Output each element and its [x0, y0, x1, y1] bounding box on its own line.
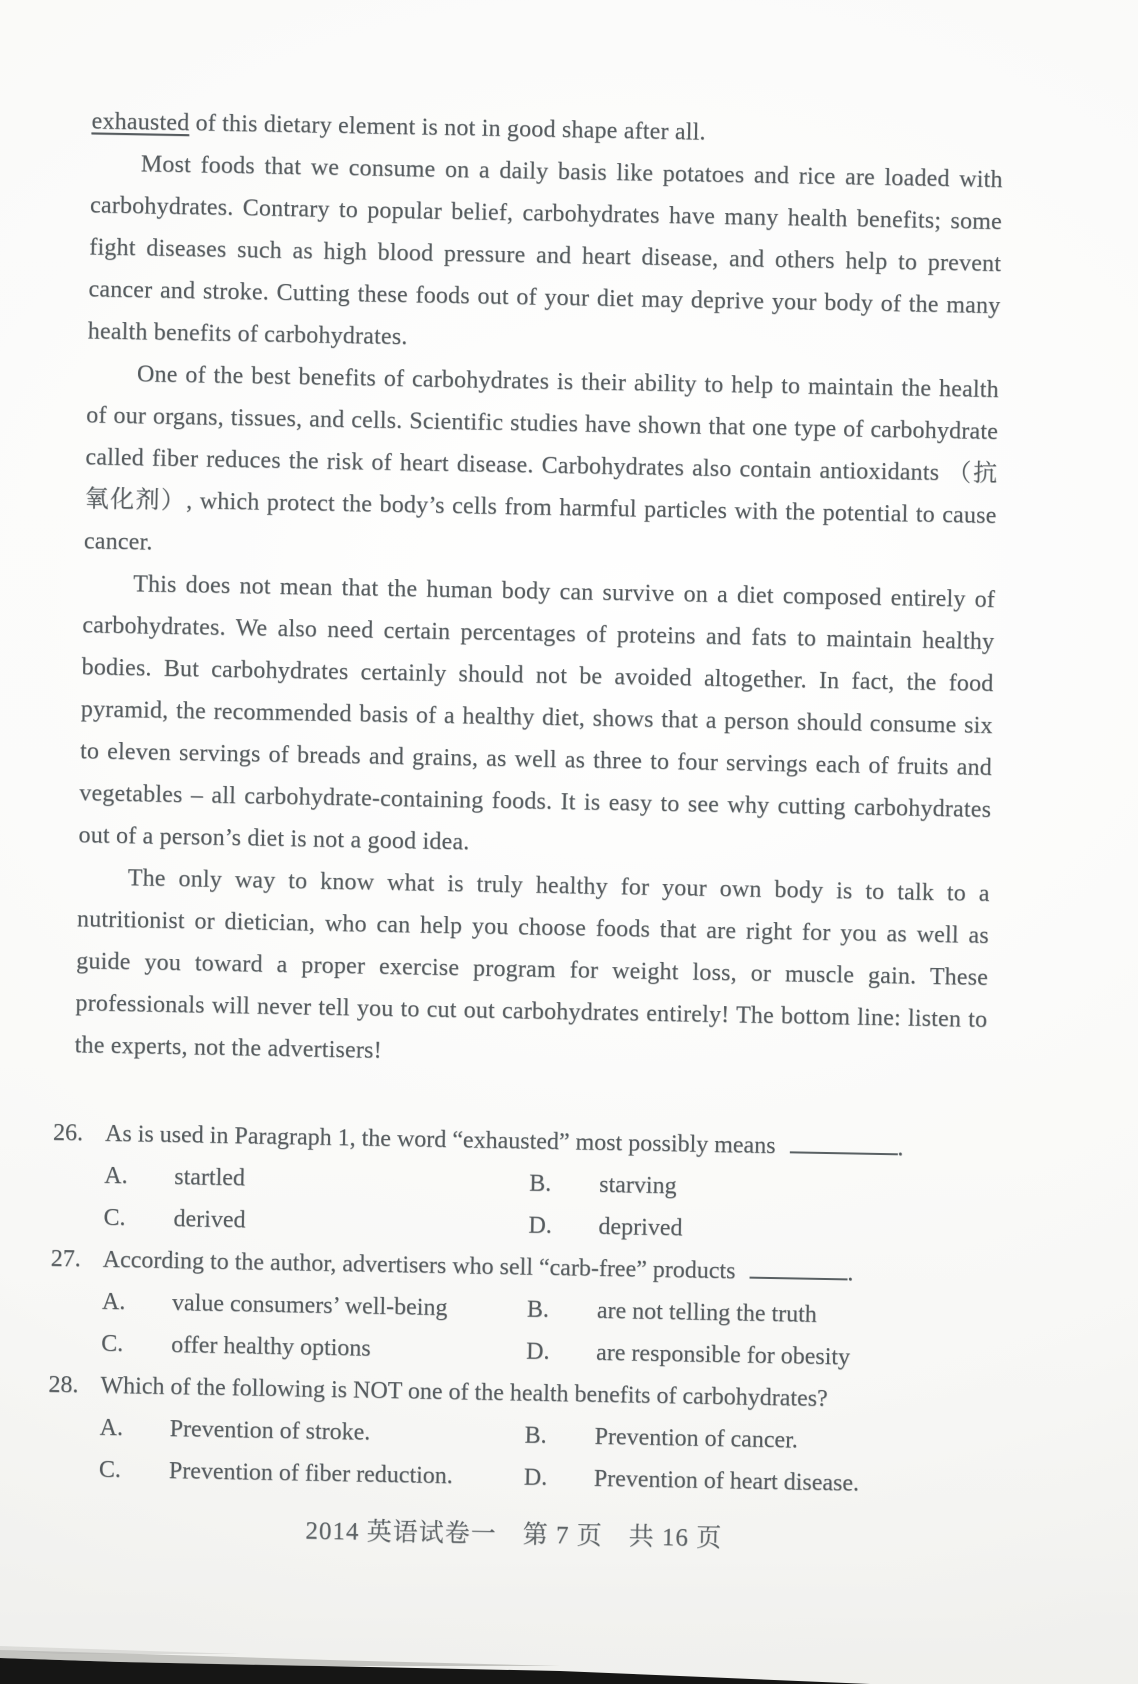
option-text: value consumers’ well-being	[171, 1290, 448, 1322]
scan-edge-artifact	[0, 1644, 1138, 1684]
question-27-options	[101, 1281, 986, 1381]
questions-section	[47, 1112, 990, 1507]
question-26-stem-text: As is used in Paragraph 1, the word “exhausted” most possibly means	[104, 1120, 776, 1160]
option-text: startled	[174, 1164, 246, 1192]
option-text: Prevention of heart disease.	[593, 1465, 860, 1497]
option-letter: D.	[528, 1212, 553, 1239]
answer-blank	[789, 1147, 897, 1155]
option-text: offer healthy options	[170, 1332, 371, 1362]
question-28-options	[99, 1407, 984, 1507]
option-28-d	[523, 1457, 983, 1507]
option-letter: A.	[101, 1288, 126, 1316]
question-27-number: 27.	[50, 1245, 81, 1273]
passage-paragraph-3: One of the best benefits of carbohydrates is their ability to help to maintain the health of our organs, tissues, and cells. Scientific studies have shown that one type of carbohydrate called fiber reduces the risk of heart disease. Carbohydrates also contain antioxidants （抗氧化剂）, which protect the body’s cells from harmful particles with the potential to cause cancer.	[83, 361, 1000, 556]
option-28-c	[99, 1449, 525, 1499]
answer-blank	[749, 1273, 847, 1281]
option-text: starving	[598, 1171, 677, 1200]
option-text: Prevention of fiber reduction.	[168, 1458, 454, 1490]
question-27-stem-text: According to the author, advertisers who sell “carb-free” products	[102, 1246, 736, 1285]
option-letter: B.	[526, 1296, 550, 1323]
option-text: Prevention of stroke.	[169, 1416, 371, 1446]
passage-paragraph-5: The only way to know what is truly healthy for your own body is to talk to a nutritionist or dietician, who can help you choose foods that are right for you as well as guide you toward a proper exercise program for weight loss, or muscle gain. These professionals will never tell you to cut out carbohydrates entirely! The bottom line: listen to the experts, not the advertisers!	[74, 865, 990, 1064]
question-28	[47, 1364, 985, 1507]
option-text: deprived	[598, 1213, 683, 1242]
question-28-body	[99, 1365, 985, 1507]
reading-passage	[74, 100, 1004, 1083]
question-26-stem-tail: .	[897, 1135, 904, 1162]
page-content	[46, 100, 1008, 1559]
page-footer: 2014 英语试卷一 第 7 页 共 16 页	[305, 1517, 723, 1553]
question-26-number: 26.	[52, 1119, 84, 1147]
option-letter: B.	[524, 1422, 547, 1449]
question-28-stem-text: Which of the following is NOT one of the health benefits of carbohydrates?	[100, 1372, 828, 1413]
option-letter: D.	[525, 1338, 550, 1365]
option-letter: A.	[99, 1414, 124, 1442]
question-26-body	[103, 1113, 989, 1255]
passage-paragraph-4: This does not mean that the human body can survive on a diet composed entirely of carbohydrates. We also need certain percentages of proteins and fats to maintain healthy bodies. But carbohydrates certainly should not be avoided altogether. In fact, the food pyramid, the recommended basis of a healthy diet, shows that a person should consume six to eleven servings of breads and grains, as well as three to four servings each of fruits and vegetables – all carbohydrate-containing foods. It is easy to see why cutting carbohydrates out of a person’s diet is not a good idea.	[78, 571, 996, 856]
option-letter: D.	[523, 1464, 548, 1491]
question-26-options	[103, 1155, 988, 1255]
option-text: are responsible for obesity	[595, 1339, 851, 1371]
option-text: Prevention of cancer.	[594, 1423, 799, 1454]
passage-paragraph-2: Most foods that we consume on a daily basis like potatoes and rice are loaded with carbohydrates. Contrary to popular belief, carbohydrates have many health benefits; some fight diseases such as high blood pressure and heart disease, and others help to prevent cancer and stroke. Cutting these foods out of your diet may deprive your body of the many health benefits of carbohydrates.	[87, 151, 1003, 351]
paragraph-1-text: of this dietary element is not in good shape after all.	[189, 110, 706, 146]
question-27-body	[101, 1239, 987, 1381]
option-letter: B.	[528, 1170, 552, 1197]
option-letter: A.	[104, 1162, 128, 1190]
question-28-number: 28.	[48, 1371, 79, 1399]
option-letter: C.	[100, 1330, 124, 1358]
question-26	[51, 1112, 989, 1255]
option-letter: C.	[103, 1204, 126, 1232]
option-letter: C.	[98, 1456, 122, 1484]
question-27-stem-tail: .	[847, 1260, 854, 1287]
option-text: derived	[173, 1206, 246, 1234]
option-text: are not telling the truth	[596, 1297, 818, 1328]
underlined-word-exhausted: exhausted	[91, 108, 190, 137]
question-27	[49, 1238, 987, 1381]
